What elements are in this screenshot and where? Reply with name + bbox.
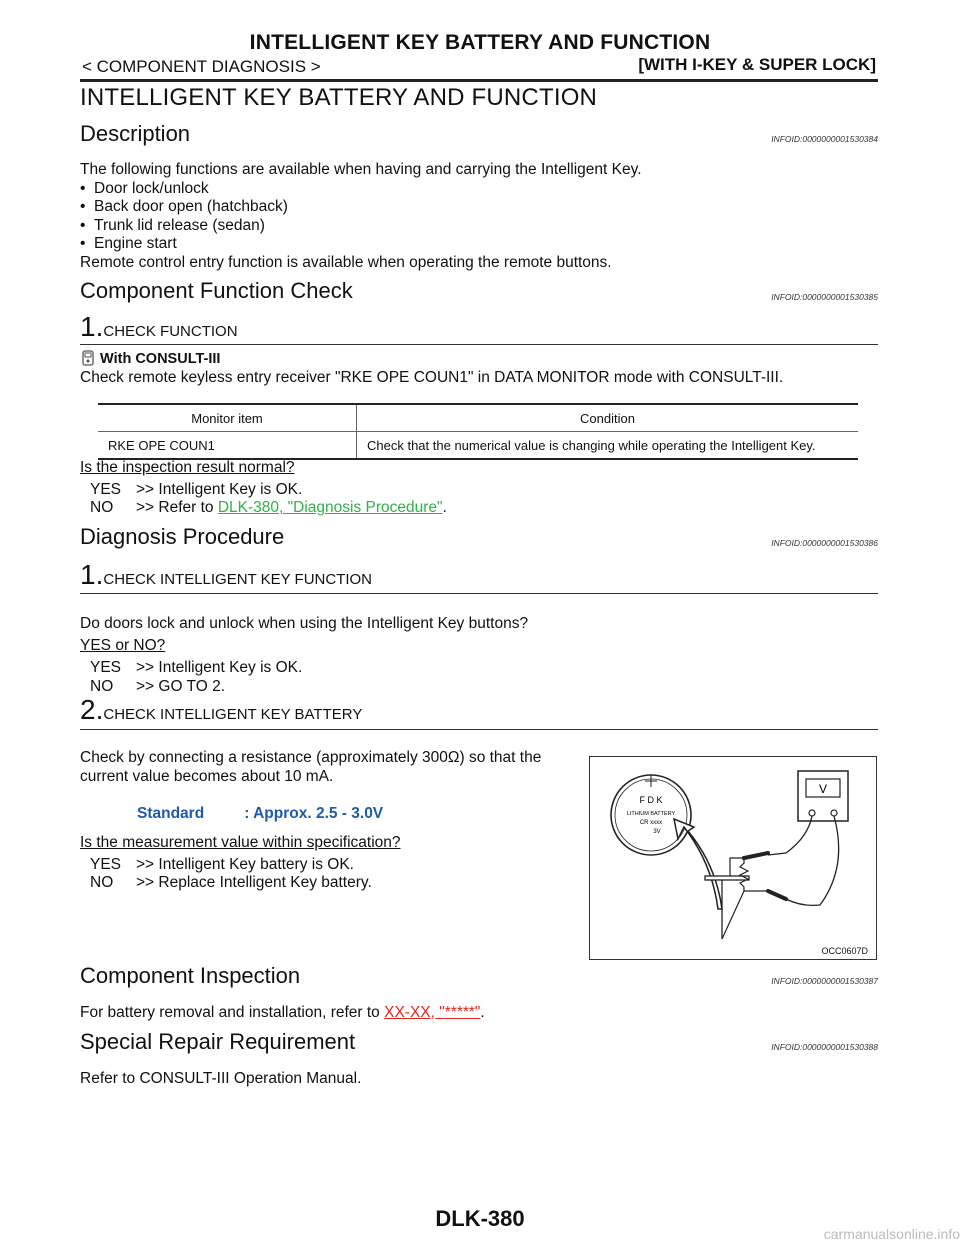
watermark: carmanualsonline.info bbox=[823, 1226, 960, 1242]
step-check-key-battery: 2.CHECK INTELLIGENT KEY BATTERY bbox=[80, 694, 363, 725]
voltmeter-label: V bbox=[818, 782, 828, 796]
arrow-icon bbox=[674, 819, 722, 909]
inspection-question: Is the inspection result normal? bbox=[80, 459, 295, 476]
table-row bbox=[98, 432, 858, 460]
description-heading: Description bbox=[80, 121, 191, 146]
header-rule bbox=[80, 79, 878, 82]
special-infoid: INFOID:0000000001530388 bbox=[771, 1042, 878, 1052]
consult-icon bbox=[80, 350, 96, 366]
bullet-item: • Engine start bbox=[80, 235, 177, 252]
function-check-heading: Component Function Check bbox=[80, 278, 353, 303]
description-body bbox=[80, 161, 642, 272]
breadcrumb: < COMPONENT DIAGNOSIS > bbox=[82, 57, 321, 76]
battery-check-instruction: Check by connecting a resistance (approximately 300Ω) so that the current value becomes about 10 mA. bbox=[80, 749, 542, 785]
table-header-monitor-item: Monitor item bbox=[98, 404, 357, 432]
description-outro: Remote control entry function is available when operating the remote buttons. bbox=[80, 253, 612, 271]
table-cell-condition: Check that the numerical value is changing while operating the Intelligent Key. bbox=[357, 432, 859, 460]
page-number: DLK-380 bbox=[435, 1206, 525, 1231]
standard-value: Standard : Approx. 2.5 - 3.0V bbox=[137, 805, 384, 822]
inspection-infoid: INFOID:0000000001530387 bbox=[771, 976, 878, 986]
function-check-infoid: INFOID:0000000001530385 bbox=[771, 292, 878, 302]
answer-no: NO >> GO TO 2. bbox=[90, 678, 226, 695]
battery-brand: F D K bbox=[639, 795, 663, 805]
battery-model: CR xxxx bbox=[639, 820, 663, 826]
bullet-item: • Door lock/unlock bbox=[80, 179, 209, 197]
special-text: Refer to CONSULT-III Operation Manual. bbox=[80, 1070, 362, 1087]
monitor-table bbox=[98, 403, 858, 460]
resistor bbox=[740, 858, 748, 891]
description-intro: The following functions are available when having and carrying the Intelligent Key. bbox=[80, 161, 642, 178]
answer-yes: YES >> Intelligent Key battery is OK. bbox=[90, 856, 354, 873]
consult-instruction: Check remote keyless entry receiver "RKE OPE COUN1" in DATA MONITOR mode with CONSULT-III. bbox=[80, 369, 784, 386]
header-title: INTELLIGENT KEY BATTERY AND FUNCTION bbox=[249, 31, 711, 54]
answer-yes: YES >> Intelligent Key is OK. bbox=[90, 659, 303, 676]
battery-test-figure bbox=[589, 756, 877, 960]
step-rule bbox=[80, 344, 878, 345]
step-rule bbox=[80, 729, 878, 730]
table-cell-monitor-item: RKE OPE COUN1 bbox=[98, 432, 357, 460]
diagnosis-infoid: INFOID:0000000001530386 bbox=[771, 538, 878, 548]
battery-type: LITHIUM BATTERY bbox=[626, 811, 676, 817]
answer-no: NO >> Replace Intelligent Key battery. bbox=[90, 874, 372, 891]
consult-label: With CONSULT-III bbox=[80, 350, 220, 367]
battery-removal-link[interactable]: XX-XX, "*****" bbox=[384, 1004, 481, 1021]
description-infoid: INFOID:0000000001530384 bbox=[771, 134, 878, 144]
figure-caption: OCC0607D bbox=[821, 946, 868, 956]
diagnosis-procedure-link[interactable]: DLK-380, "Diagnosis Procedure" bbox=[217, 499, 443, 516]
battery-test-diagram bbox=[590, 757, 876, 959]
key-function-question: Do doors lock and unlock when using the Intelligent Key buttons? bbox=[80, 615, 529, 632]
table-header-condition: Condition bbox=[357, 404, 859, 432]
page-title: INTELLIGENT KEY BATTERY AND FUNCTION bbox=[80, 84, 598, 111]
step-check-key-function: 1.CHECK INTELLIGENT KEY FUNCTION bbox=[80, 559, 373, 590]
measurement-question: Is the measurement value within specification? bbox=[80, 834, 401, 851]
answer-no: NO >> Refer to DLK-380, "Diagnosis Procedure". bbox=[90, 499, 447, 516]
inspection-text: For battery removal and installation, refer to XX-XX, "*****". bbox=[80, 1004, 485, 1021]
yes-or-no-prompt: YES or NO? bbox=[80, 637, 166, 654]
inspection-heading: Component Inspection bbox=[80, 963, 301, 988]
bullet-item: • Back door open (hatchback) bbox=[80, 198, 288, 215]
step-rule bbox=[80, 593, 878, 594]
bullet-item: • Trunk lid release (sedan) bbox=[80, 216, 265, 234]
step-check-function: 1.CHECK FUNCTION bbox=[80, 311, 238, 342]
battery-voltage: 3V bbox=[653, 829, 661, 835]
special-heading: Special Repair Requirement bbox=[80, 1029, 356, 1054]
table-header-row bbox=[98, 404, 858, 432]
answer-yes: YES >> Intelligent Key is OK. bbox=[90, 481, 303, 498]
header-spec: [WITH I-KEY & SUPER LOCK] bbox=[638, 55, 876, 74]
diagnosis-heading: Diagnosis Procedure bbox=[80, 524, 285, 549]
